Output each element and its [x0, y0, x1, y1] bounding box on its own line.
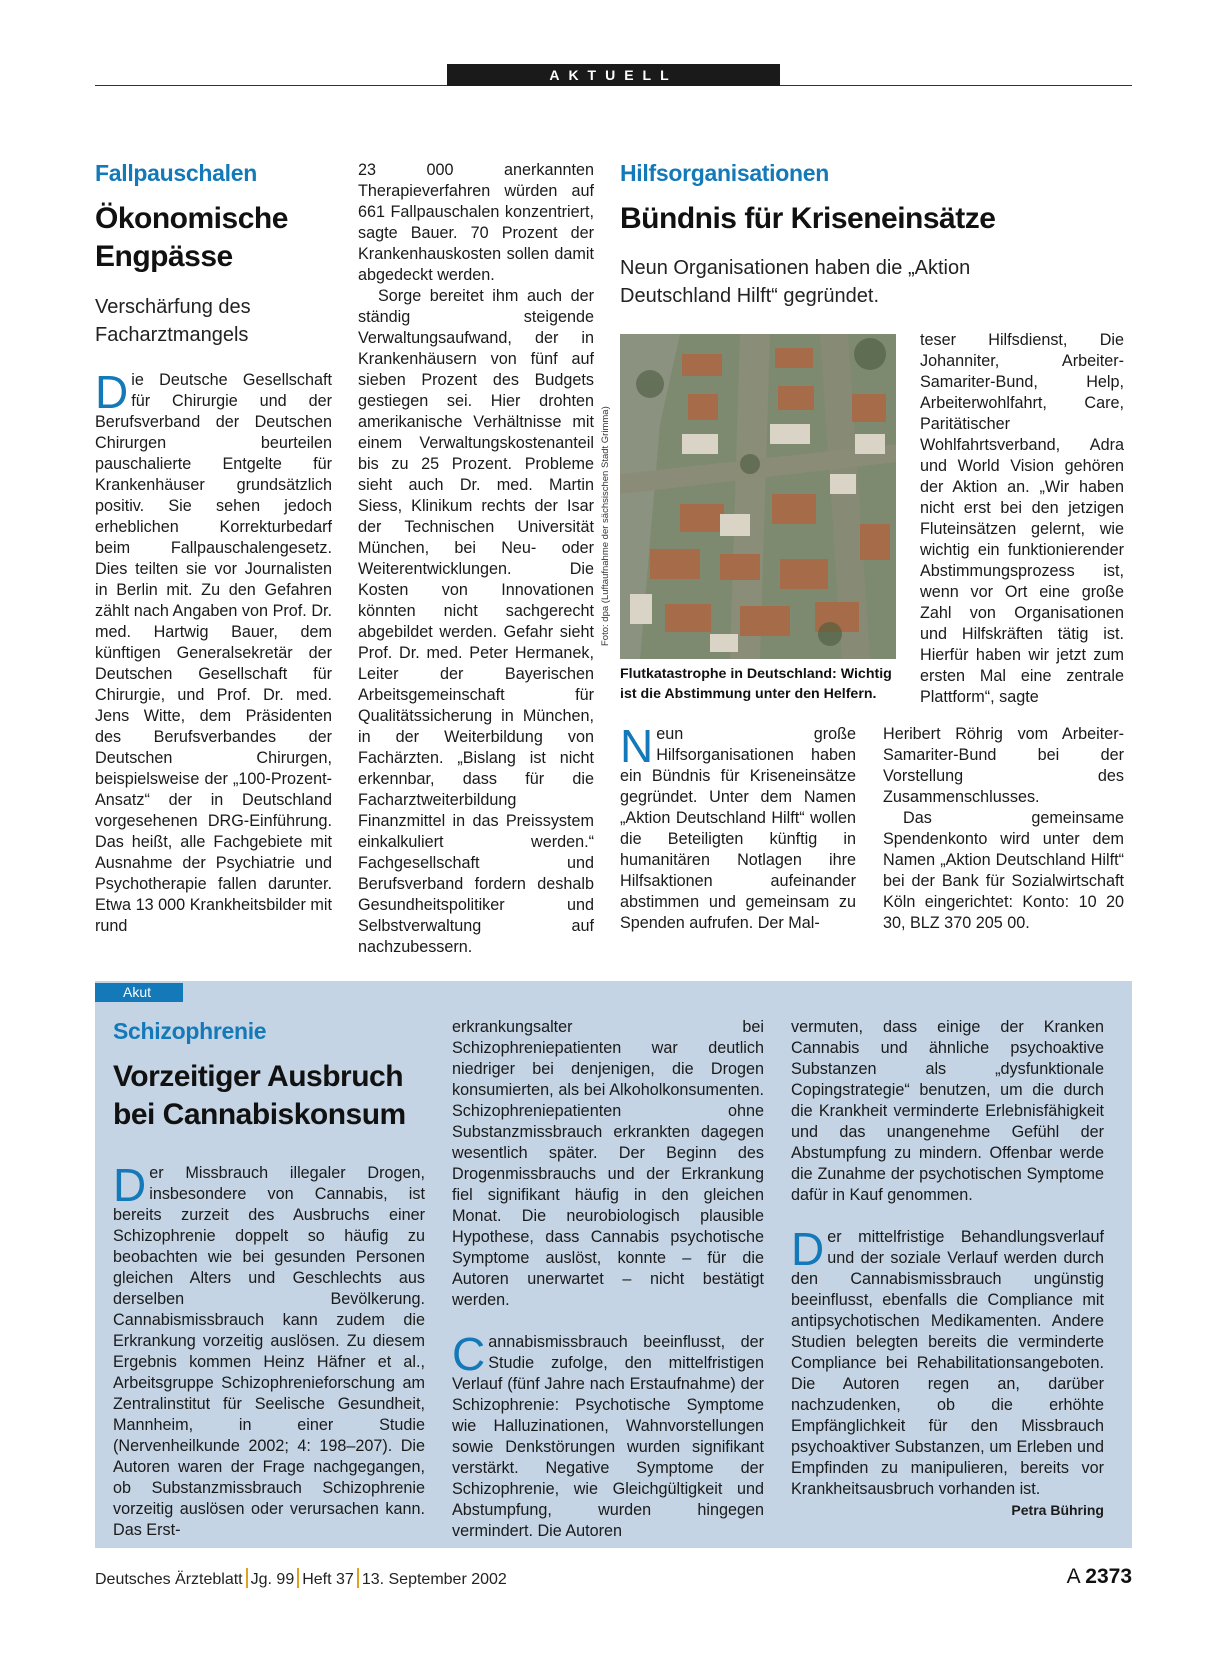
article2-deck: Neun Organisationen haben die „Aktion Deutschland Hilft“ gegründet.: [620, 257, 971, 307]
article2-column-2-bottom: [883, 724, 1124, 934]
dropcap: D: [95, 366, 129, 418]
article3-kicker: Schizophrenie: [113, 1018, 267, 1044]
article1-col1-text: ie Deutsche Gesellschaft für Chirurgie und der Berufsverband der Deutschen Chirurgen beurteilen pauschalierte Entgelte für Krankenhäuser grundsätzlich positiv. Sie sehen jedoch erheblichen Korrekturbedarf beim Fallpauschalengesetz. Dies teilten sie vor Journalisten in Berlin mit. Zu den Gefahren zählt nach Angaben von Prof. Dr. med. Hartwig Bauer, dem künftigen Generalsekretär der Deutschen Gesellschaft für Chirurgie, und Prof. Dr. med. Jens Witte, dem Präsidenten des Berufsverbandes der Deutschen Chirurgen, beispielsweise der „100-Prozent-Ansatz“ der in Deutschland vorgesehenen DRG-Einführung. Das heißt, alle Fachgebiete mit Ausnahme der Psychiatrie und Psychotherapie fallen darunter. Etwa 13 000 Krankheitsbilder mit rund: [95, 371, 332, 935]
article3-column-2: [452, 1017, 764, 1542]
akut-tab: Akut: [95, 983, 183, 1002]
journal-volume: Jg. 99: [250, 1571, 295, 1588]
photo-credit: Foto: dpa (Luftaufnahme der sächsischen Stadt Grimma): [600, 406, 611, 646]
footer-separator: [246, 1568, 248, 1588]
photo-caption: Flutkatastrophe in Deutschland: Wichtig ist die Abstimmung unter den Helfern.: [620, 666, 892, 702]
article2-column-2-top: teser Hilfsdienst, Die Johanniter, Arbeiter-Samariter-Bund, Help, Arbeiterwohlfahrt, Care, Paritätischer Wohlfahrtsverband, Adra und World Vision gehören der Aktion an. „Wir haben nicht erst bei den jetzigen Fluteinsätzen gelernt, wie wichtig ein funktionierender Abstimmungsprozess ist, wenn vor Ort eine große Zahl von Organisationen und Hilfskräften tätig ist. Hierfür haben wir jetzt zum ersten Mal eine zentrale Plattform“, sagte: [920, 331, 1124, 706]
article2-col2-paragraph-1: Heribert Röhrig vom Arbeiter-Samariter-Bund bei der Vorstellung des Zusammenschlusses.: [883, 725, 1124, 806]
article3-col2-paragraph-1: erkrankungsalter bei Schizophreniepatienten war deutlich niedriger bei denjenigen, die Drogen konsumierten, als bei Alkoholkonsumenten. Schizophreniepatienten ohne Substanzmissbrauch erkrankten dagegen wesentlich später. Der Beginn des Drogenmissbrauchs und der Erkrankung fiel signifikant häufig in den gleichen Monat. Die neurobiologisch plausible Hypothese, dass Cannabis psychotische Symptome auslöst, konnte – für die Autoren unerwartet – nicht bestätigt werden.: [452, 1018, 764, 1309]
footer-separator: [297, 1568, 299, 1588]
section-label: AKTUELL: [447, 64, 780, 86]
article1-kicker: Fallpauschalen: [95, 160, 257, 186]
article3-column-1: [113, 1159, 425, 1541]
dropcap: N: [620, 720, 654, 772]
article1-deck: Verschärfung des Facharztmangels: [95, 296, 251, 346]
article3-col2-paragraph-2: annabismissbrauch beeinflusst, der Studie zufolge, den mittelfristigen Verlauf (fünf Jahre nach Erstaufnahme) der Schizophrenie: Psychotische Symptome wie Halluzinationen, Wahnvorstellungen sowie Denkstörungen wurden signifikant verstärkt. Negative Symptome der Schizophrenie, wie Gleichgültigkeit und Abstumpfung, wurden hingegen vermindert. Die Autoren: [452, 1333, 764, 1540]
journal-name: Deutsches Ärzteblatt: [95, 1571, 243, 1588]
dropcap: C: [452, 1328, 486, 1380]
article1-col2-paragraph-1: 23 000 anerkannten Therapieverfahren würden auf 661 Fallpauschalen konzentriert, sagte Bauer. 70 Prozent der Krankenhauskosten sollen damit abgedeckt werden.: [358, 161, 594, 284]
article3-col1-text: er Missbrauch illegaler Drogen, insbesondere von Cannabis, ist bereits zurzeit des Ausbruchs einer Schizophrenie doppelt so häufig zu beobachten wie bei gesunden Personen gleichen Alters und Geschlechts aus derselben Bevölkerung. Cannabismissbrauch kann zudem die Erkrankung vorzeitig auslösen. Zu diesem Ergebnis kommen Heinz Häfner et al., Arbeitsgruppe Schizophrenieforschung am Zentralinstitut für Seelische Gesundheit, Mannheim, in einer Studie (Nervenheilkunde 2002; 4: 198–207). Die Autoren waren der Frage nachgegangen, ob Substanzmissbrauch Schizophrenie vorzeitig auslösen oder verursachen kann. Das Erst-: [113, 1164, 425, 1539]
page-number: [1067, 1565, 1132, 1589]
article2-kicker: Hilfsorganisationen: [620, 160, 829, 186]
article2-col2-paragraph-2: Das gemeinsame Spendenkonto wird unter dem Namen „Aktion Deutschland Hilft“ bei der Bank für Sozialwirtschaft Köln eingerichtet: Konto: 10 20 30, BLZ 370 205 00.: [883, 809, 1124, 932]
article1-col2-paragraph-2: Sorge bereitet ihm auch der ständig steigende Verwaltungsaufwand, der in Krankenhäusern von fünf auf sieben Prozent des Budgets gestiegen sei. Hier drohten amerikanische Verhältnisse mit einem Verwaltungskostenanteil bis zu 25 Prozent. Probleme sieht auch Dr. med. Martin Siess, Klinikum rechts der Isar der Technischen Universität München, bei Neu- oder Weiterentwicklungen. Die Kosten von Innovationen könnten nicht sachgerecht abgebildet werden. Gefahr sieht Prof. Dr. med. Peter Hermanek, Leiter der Bayerischen Arbeitsgemeinschaft für Qualitätssicherung in München, in der Weiterbildung von Fachärzten. „Bislang ist nicht erkennbar, dass für die Facharztweiterbildung Finanzmittel in das Preissystem einkalkuliert werden.“ Fachgesellschaft und Berufsverband fordern deshalb Gesundheitspolitiker und Selbstverwaltung auf nachzubessern.: [358, 287, 594, 956]
journal-issue: Heft 37: [302, 1571, 354, 1588]
article1-headline: Ökonomische Engpässe: [95, 202, 288, 273]
article2-col1-text: eun große Hilfsorganisationen haben ein Bündnis für Kriseneinsätze gegründet. Unter dem Namen „Aktion Deutschland Hilft“ wollen die Beteiligten künftig in humanitären Notlagen ihre Hilfsaktionen aufeinander abstimmen und gemeinsam zu Spenden aufrufen. Der Mal-: [620, 725, 856, 932]
article2-column-1: [620, 720, 856, 934]
article1-column-2: [358, 160, 594, 958]
article3-headline: Vorzeitiger Ausbruch bei Cannabiskonsum: [113, 1060, 406, 1131]
article3-col3-paragraph-1: vermuten, dass einige der Kranken Cannabis und ähnliche psychoaktive Substanzen als „dysfunktionale Copingstrategie“ benutzen, um die durch die Krankheit verminderte Erlebnisfähigkeit und das unangenehme Gefühl der Abstumpfung zu mindern. Offenbar werde die Zunahme der psychotischen Symptome dafür in Kauf genommen.: [791, 1018, 1104, 1204]
page-number-value: 2373: [1085, 1565, 1132, 1588]
journal-date: 13. September 2002: [361, 1571, 507, 1588]
flood-photo: [620, 334, 896, 659]
page-prefix: A: [1066, 1565, 1080, 1588]
footer-separator: [357, 1568, 359, 1588]
article3-column-3: [791, 1017, 1104, 1521]
footer-citation: [95, 1568, 507, 1589]
article2-headline: Bündnis für Kriseneinsätze: [620, 202, 996, 235]
dropcap: D: [113, 1159, 147, 1211]
author-name: Petra Bühring: [1011, 1502, 1104, 1518]
dropcap: D: [791, 1223, 825, 1275]
article1-column-1: [95, 366, 332, 937]
article3-col3-paragraph-2: er mittelfristige Behandlungsverlauf und der soziale Verlauf werden durch den Cannabismissbrauch ungünstig beeinflusst, ebenfalls die Compliance mit antipsychotischen Medikamenten. Andere Studien belegten bereits die verminderte Compliance bei Rehabilitationsangeboten. Die Autoren regen an, darüber nachzudenken, ob die erhöhte Empfänglichkeit für den Missbrauch psychoaktiver Substanzen, um Erleben und Empfinden zu manipulieren, bereits vor Krankheitsausbruch vorhanden ist.: [791, 1228, 1104, 1498]
